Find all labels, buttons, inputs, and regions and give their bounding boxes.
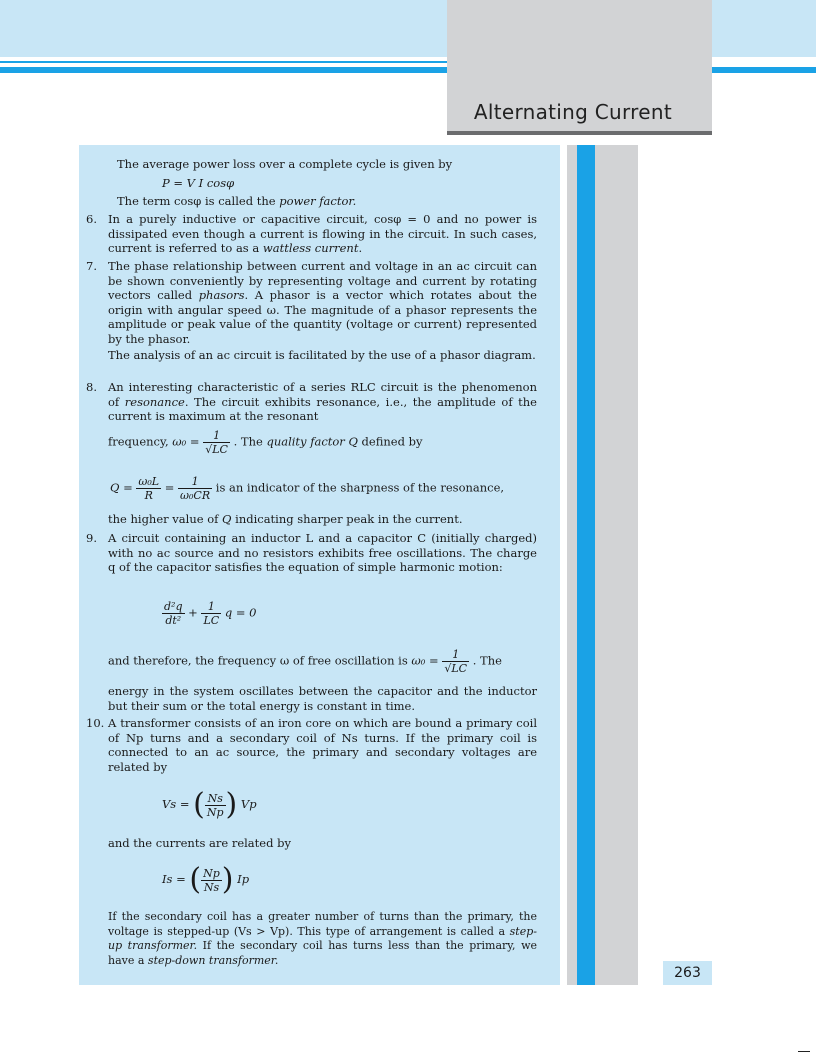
free-oscillation-fraction: $\frac{1}{√LC}$ (444, 648, 468, 675)
intro-line1: The average power loss over a complete cycle is given by (117, 157, 453, 171)
current-ratio-fraction: $\frac{Np}{Ns}$ (203, 866, 220, 894)
item-7-text2: The analysis of an ac circuit is facilitated by the use of a phasor diagram. (108, 348, 536, 362)
header-thin-rule (0, 61, 448, 63)
corner-mark (798, 1051, 810, 1052)
intro-line2: The term cosφ is called the power factor. (117, 194, 357, 208)
current-ratio-equation: Is = ( $\frac{Np}{Ns}$ ) Ip (162, 862, 250, 897)
shm-fraction-2: $\frac{1}{LC}$ (203, 600, 220, 627)
item-8-text: An interesting characteristic of a series RLC circuit is the phenomenon of resonance. The circuit exhibits resonance, i.e., the amplitude of the current is maximum at the resonant (108, 380, 537, 423)
item-10-text2: and the currents are related by (108, 836, 291, 850)
item-10-text3: If the secondary coil has a greater number of turns than the primary, the voltage is stepped-up (Vs > Vp). This type of arrangement is called a step-up transformer. If the secondary coil has turns less than the primary, we have a step-down transformer. (108, 910, 538, 967)
item-9-text3: energy in the system oscillates between the capacitor and the inductor but their sum or the total energy is constant in time. (108, 684, 537, 713)
item-8-text3: the higher value of Q indicating sharper peak in the current. (108, 512, 463, 526)
item-8-number: 8. (86, 380, 97, 394)
resonant-frequency-line: frequency, ω₀ = $\frac{1}{√LC}$ . The quality factor Q defined by (108, 429, 423, 456)
chapter-title-box (447, 0, 712, 135)
resonant-frequency-fraction: $\frac{1}{√LC}$ (205, 429, 228, 456)
item-6-number: 6. (86, 212, 97, 226)
voltage-ratio-equation: Vs = ( $\frac{Ns}{Np}$ ) Vp (162, 787, 257, 822)
quality-factor-fraction-1: $\frac{\text{ω₀L}}{R}$ (138, 475, 160, 502)
shm-fraction-1: $\frac{\text{d²q}}{\text{dt²}}$ (164, 600, 183, 627)
item-10-text: A transformer consists of an iron core on which are bound a primary coil of Np turns and a secondary coil of Ns turns. If the primary coil is connected to an ac source, the primary and secondary voltages are related by (108, 716, 537, 774)
chapter-title: Alternating Current (473, 100, 672, 124)
item-9-number: 9. (86, 531, 97, 545)
shm-equation: $\frac{\text{d²q}}{\text{dt²}}$ + $\frac{1}{LC}$ q = 0 (164, 600, 257, 627)
item-10-number: 10. (86, 716, 105, 730)
free-oscillation-line: and therefore, the frequency ω of free oscillation is ω₀ = $\frac{1}{√LC}$ . The (108, 648, 502, 675)
voltage-ratio-fraction: $\frac{Ns}{Np}$ (206, 791, 224, 819)
page-number: 263 (663, 961, 712, 985)
item-6-text: In a purely inductive or capacitive circuit, cosφ = 0 and no power is dissipated even though a current is flowing in the circuit. In such cases, current is referred to as a wattless current. (108, 212, 537, 255)
power-equation: P = V I cosφ (162, 176, 235, 190)
margin-blue-bar (577, 145, 595, 985)
item-7-text: The phase relationship between current and voltage in an ac circuit can be shown conveniently by representing voltage and current by rotating vectors called phasors. A phasor is a vector which rotates about the origin with angular speed ω. The magnitude of a phasor represents the amplitude or peak value of the quantity (voltage or current) represented by the phasor. (108, 259, 537, 346)
quality-factor-fraction-2: $\frac{1}{\text{ω₀CR}}$ (180, 475, 211, 502)
item-7-number: 7. (86, 259, 97, 273)
quality-factor-line: Q = $\frac{\text{ω₀L}}{R}$ = $\frac{1}{\text{ω₀CR}}$ is an indicator of the sharpness of the resonance, (110, 475, 505, 502)
item-9-text: A circuit containing an inductor L and a capacitor C (initially charged) with no ac source and no resistors exhibits free oscillations. The charge q of the capacitor satisfies the equation of simple harmonic motion: (108, 531, 537, 574)
